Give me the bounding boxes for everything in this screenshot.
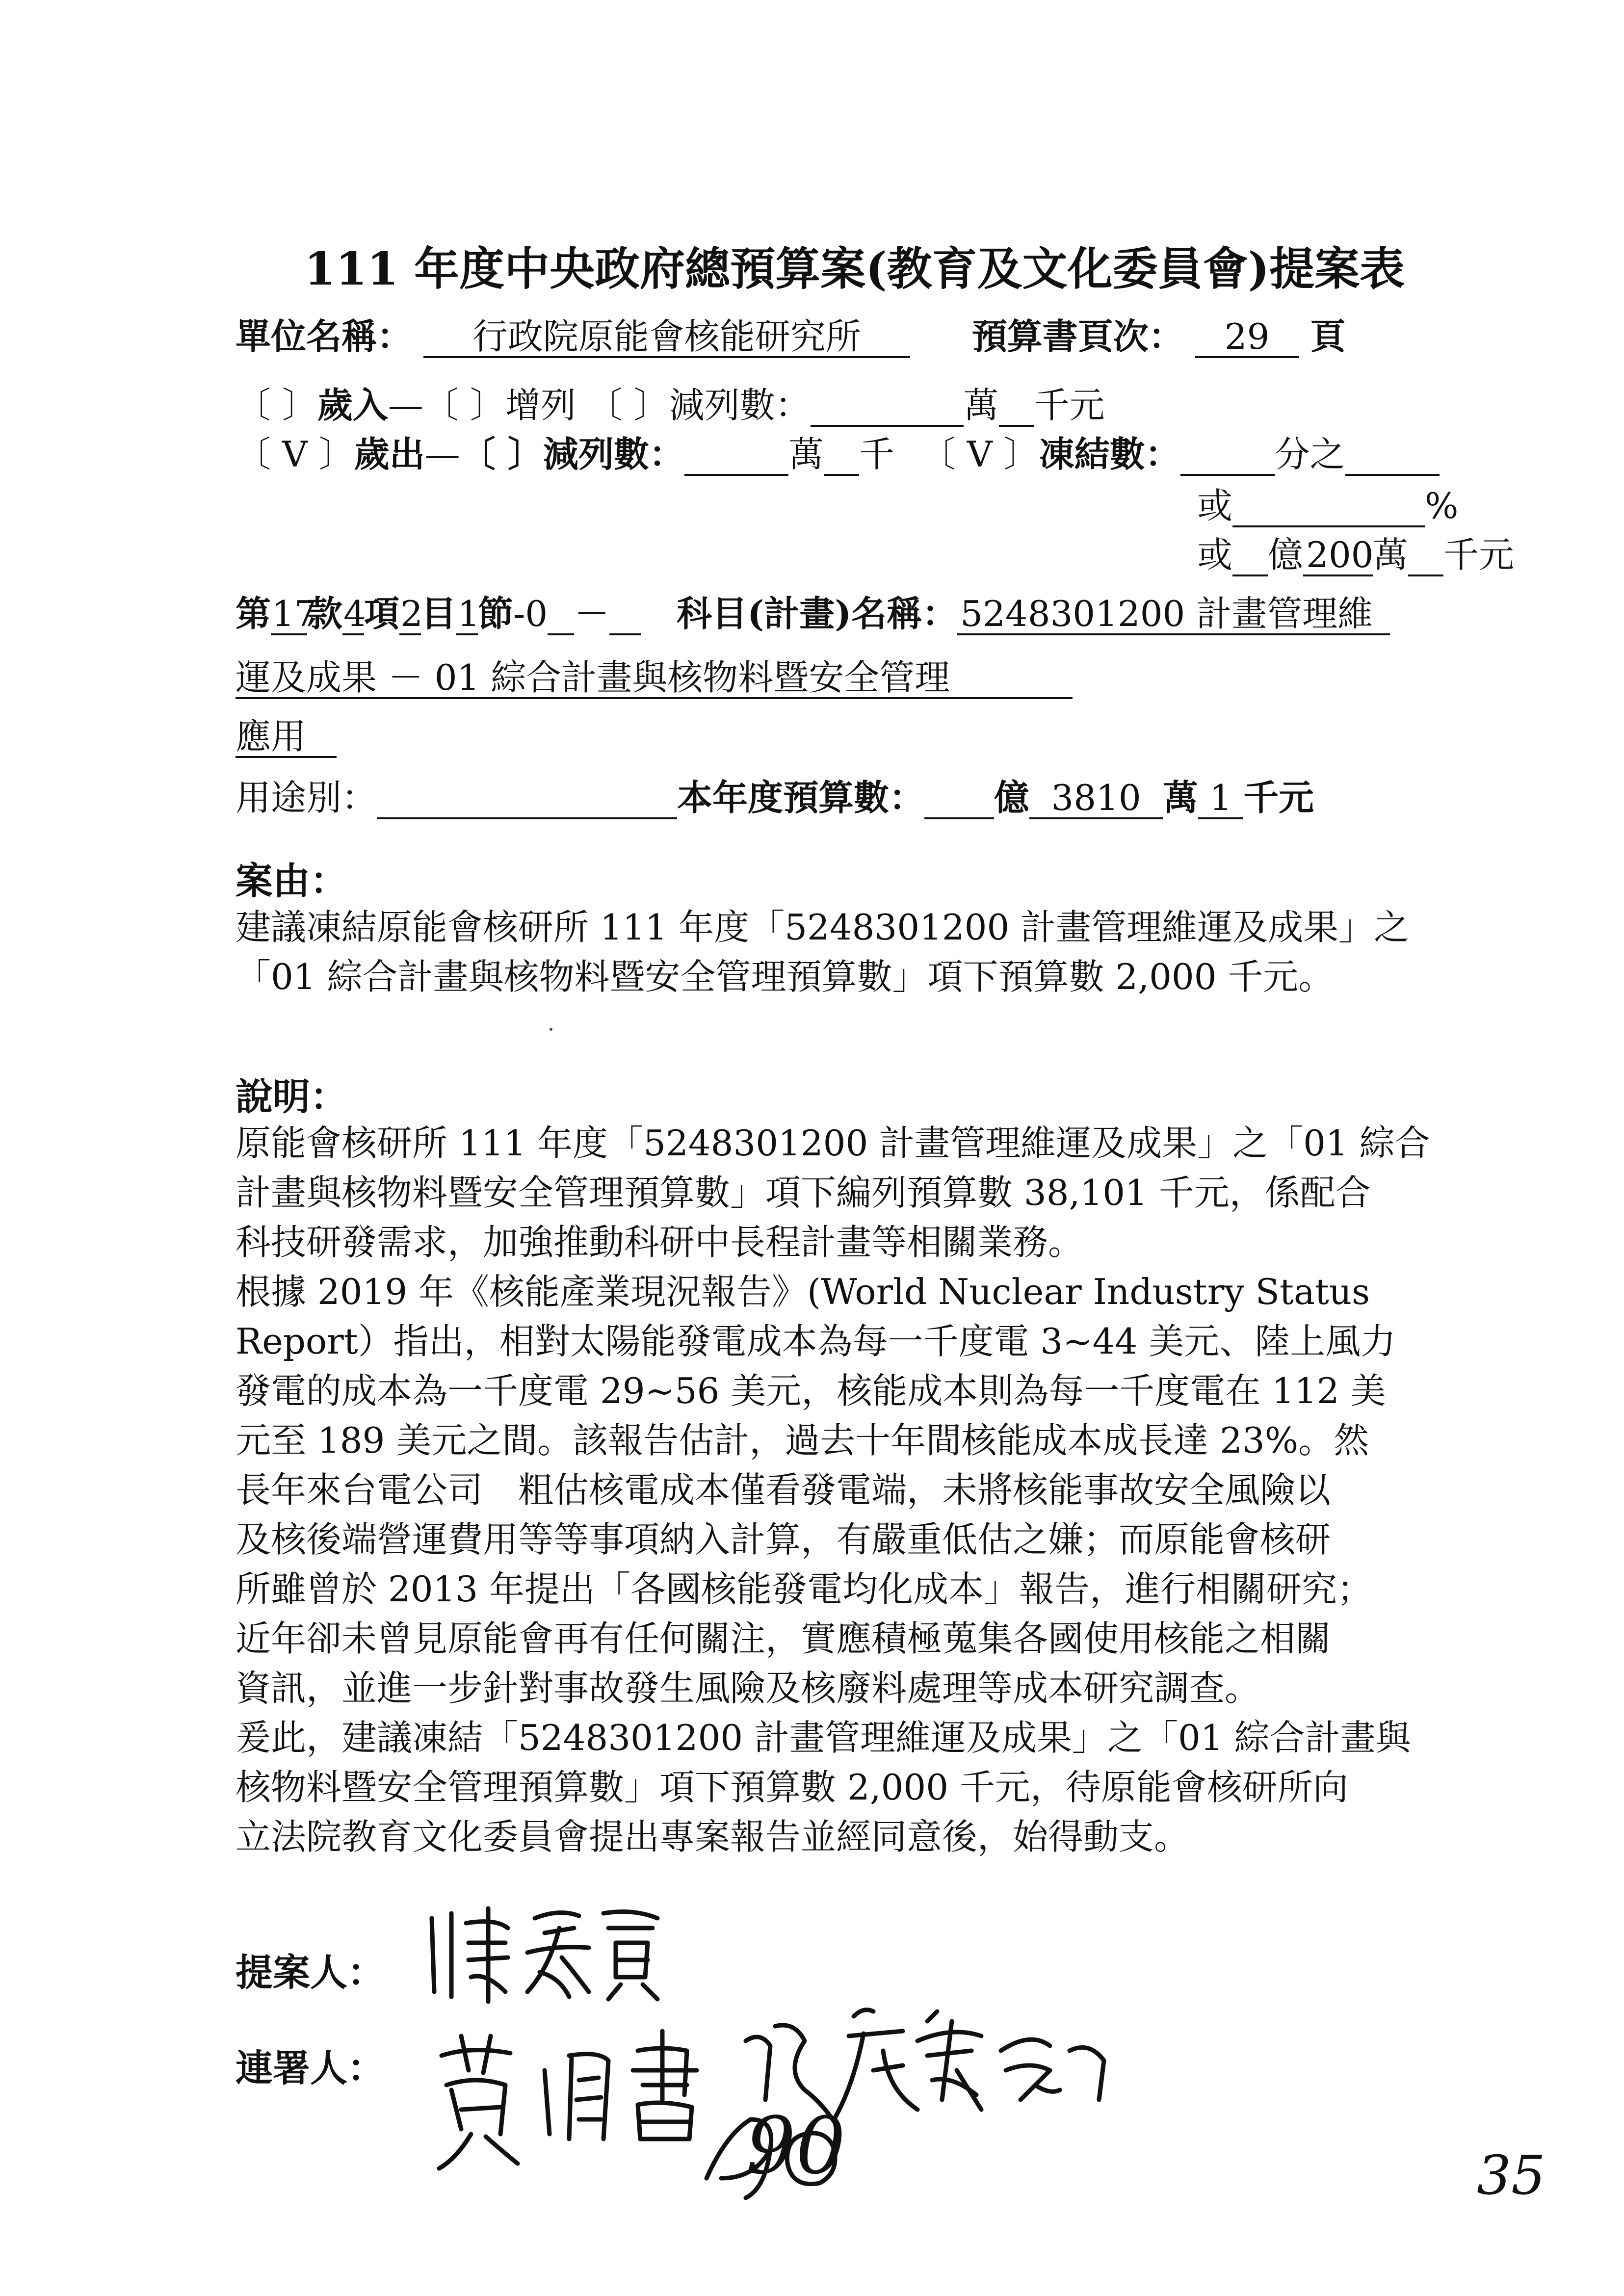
explanation-line: 立法院教育文化委員會提出專案報告並經同意後，始得動支。 — [236, 1816, 1190, 1857]
explanation-line: 原能會核研所 111 年度「5248301200 計畫管理維運及成果」之「01 綜合 — [236, 1122, 1430, 1164]
item-jie: 節 — [478, 593, 514, 634]
item-kuan-num: 17 — [272, 593, 317, 634]
explanation-line: 近年卻未曾見原能會再有任何關注，實應積極蒐集各國使用核能之相關 — [236, 1618, 1331, 1659]
revenue-checkbox: 〔 〕 — [236, 385, 317, 426]
revenue-qian-yuan: 千元 — [1034, 385, 1105, 426]
freeze-percent-row — [1197, 485, 1459, 527]
handwritten-number: 90 — [746, 2100, 846, 2192]
cosigner-signatures — [432, 1972, 1266, 2200]
freeze-checkbox: 〔 V 〕 — [920, 434, 1039, 475]
cosigner-signature-drawing — [432, 1972, 1266, 2198]
freeze-wan: 萬 — [1373, 534, 1409, 575]
revenue-row — [236, 384, 1105, 427]
explanation-line: 元至 189 美元之間。該報告估計，過去十年間核能成本成長達 23%。然 — [236, 1420, 1369, 1461]
page-ref-unit: 頁 — [1310, 315, 1346, 357]
freeze-amount-row — [1197, 534, 1515, 576]
item-sub: -0 — [513, 593, 548, 634]
budget-qian-value: 1 — [1198, 780, 1243, 819]
budget-yi-blank — [924, 780, 994, 819]
budget-yi: 億 — [994, 777, 1030, 818]
explanation-heading: 說明： — [236, 1075, 347, 1119]
ink-dot — [550, 1028, 552, 1031]
item-mu: 目 — [421, 593, 457, 634]
revenue-qian-blank — [999, 388, 1034, 427]
explanation-body — [236, 1119, 1462, 1862]
item-jie-num: 1 — [457, 593, 480, 634]
page-ref-label: 預算書頁次： — [971, 315, 1184, 357]
budget-qian-yuan: 千元 — [1243, 777, 1314, 818]
expenditure-qian-blank — [824, 437, 859, 476]
freeze-percent-blank — [1232, 488, 1425, 527]
expenditure-dash: — — [424, 434, 460, 475]
explanation-line: Report）指出，相對太陽能發電成本為每一千度電 3~44 美元、陸上風力 — [236, 1321, 1396, 1362]
item-sub-blank — [548, 596, 574, 635]
explanation-line: 核物料暨安全管理預算數」項下預算數 2,000 千元，待原能會核研所向 — [236, 1767, 1348, 1808]
item-di: 第 — [236, 593, 271, 634]
cosigner-label: 連署人： — [236, 2046, 385, 2090]
explanation-line: 計畫與核物料暨安全管理預算數」項下編列預算數 38,101 千元，係配合 — [236, 1172, 1371, 1213]
freeze-fraction-blank-2 — [1345, 437, 1440, 476]
item-mu-num: 2 — [400, 593, 423, 634]
item-xiang: 項 — [364, 593, 400, 634]
freeze-qian-yuan: 千元 — [1443, 534, 1515, 575]
unit-label: 單位名稱： — [236, 315, 413, 357]
item-xiang-num: 4 — [343, 593, 366, 634]
freeze-yi-blank — [1232, 537, 1268, 576]
page-ref-value: 29 — [1195, 319, 1299, 358]
revenue-label: 歲入 — [317, 384, 388, 426]
expenditure-decrease-blank — [684, 437, 788, 476]
freeze-qian-blank — [1408, 537, 1443, 576]
explanation-line: 爰此，建議凍結「5248301200 計畫管理維運及成果」之「01 綜合計畫與 — [236, 1717, 1411, 1758]
expenditure-wan: 萬 — [788, 434, 824, 475]
item-subject-line2: 運及成果 － 01 綜合計畫與核物料暨安全管理 — [236, 660, 1073, 699]
explanation-line: 長年來台電公司 粗估核電成本僅看發電端，未將核能事故安全風險以 — [236, 1469, 1331, 1511]
usage-blank — [377, 780, 677, 819]
expenditure-checkbox: 〔 V 〕 — [236, 434, 354, 475]
explanation-line: 發電的成本為一千度電 29~56 美元，核能成本則為每一千度電在 112 美 — [236, 1370, 1386, 1411]
revenue-increase: 〔 〕增列 — [423, 385, 576, 426]
freeze-or-2: 或 — [1197, 534, 1233, 575]
proposer-label: 提案人： — [236, 1951, 385, 1994]
explanation-line: 根據 2019 年《核能產業現況報告》(World Nuclear Industry Status — [236, 1271, 1370, 1312]
freeze-amount-wan: 200 — [1303, 537, 1373, 576]
item-subject-label: 科目(計畫)名稱： — [677, 593, 958, 634]
freeze-label: 凍結數： — [1039, 433, 1180, 475]
budget-wan: 萬 — [1163, 777, 1199, 818]
freeze-fen-zhi: 分之 — [1274, 434, 1345, 475]
page-number: 35 — [1477, 2144, 1545, 2207]
reason-body — [236, 903, 1462, 1002]
expenditure-qian: 千 — [859, 434, 894, 475]
item-subject-line3: 應用 — [236, 719, 337, 758]
reason-heading: 案由： — [236, 859, 347, 903]
freeze-or-1: 或 — [1197, 485, 1233, 526]
item-sub-blank-2 — [609, 596, 641, 635]
item-row — [236, 593, 1390, 635]
page-title: 111 年度中央政府總預算案(教育及文化委員會)提案表 — [304, 242, 1405, 295]
explanation-line: 及核後端營運費用等等事項納入計算，有嚴重低估之嫌；而原能會核研 — [236, 1519, 1331, 1560]
explanation-line: 科技研發需求，加強推動科研中長程計畫等相關業務。 — [236, 1222, 1084, 1263]
freeze-fraction-blank-1 — [1180, 437, 1275, 476]
revenue-decrease: 〔 〕減列數： — [587, 385, 811, 426]
usage-label: 用途別： — [236, 777, 377, 818]
freeze-yi: 億 — [1268, 534, 1304, 575]
budget-label: 本年度預算數： — [677, 777, 925, 818]
expenditure-label: 歲出 — [354, 433, 425, 475]
revenue-decrease-blank — [811, 388, 964, 427]
revenue-wan: 萬 — [963, 385, 999, 426]
reason-line-2: 「01 綜合計畫與核物料暨安全管理預算數」項下預算數 2,000 千元。 — [236, 956, 1334, 997]
usage-row — [236, 777, 1314, 819]
revenue-dash: — — [388, 385, 423, 426]
expenditure-decrease: 〔 〕減列數： — [460, 433, 684, 475]
explanation-line: 所雖曾於 2013 年提出「各國核能發電均化成本」報告，進行相關研究； — [236, 1568, 1373, 1610]
expenditure-row — [236, 433, 1440, 476]
unit-row — [236, 315, 1346, 358]
item-kuan: 款 — [307, 593, 343, 634]
budget-wan-value: 3810 — [1029, 780, 1163, 819]
item-dash: － — [574, 593, 610, 634]
item-subject-line1: 5248301200 計畫管理維 — [957, 596, 1390, 635]
unit-value: 行政院原能會核能研究所 — [423, 319, 910, 358]
explanation-line: 資訊，並進一步針對事故發生風險及核廢料處理等成本研究調查。 — [236, 1668, 1260, 1709]
freeze-percent: % — [1425, 485, 1459, 526]
reason-line-1: 建議凍結原能會核研所 111 年度「5248301200 計畫管理維運及成果」之 — [236, 907, 1410, 948]
